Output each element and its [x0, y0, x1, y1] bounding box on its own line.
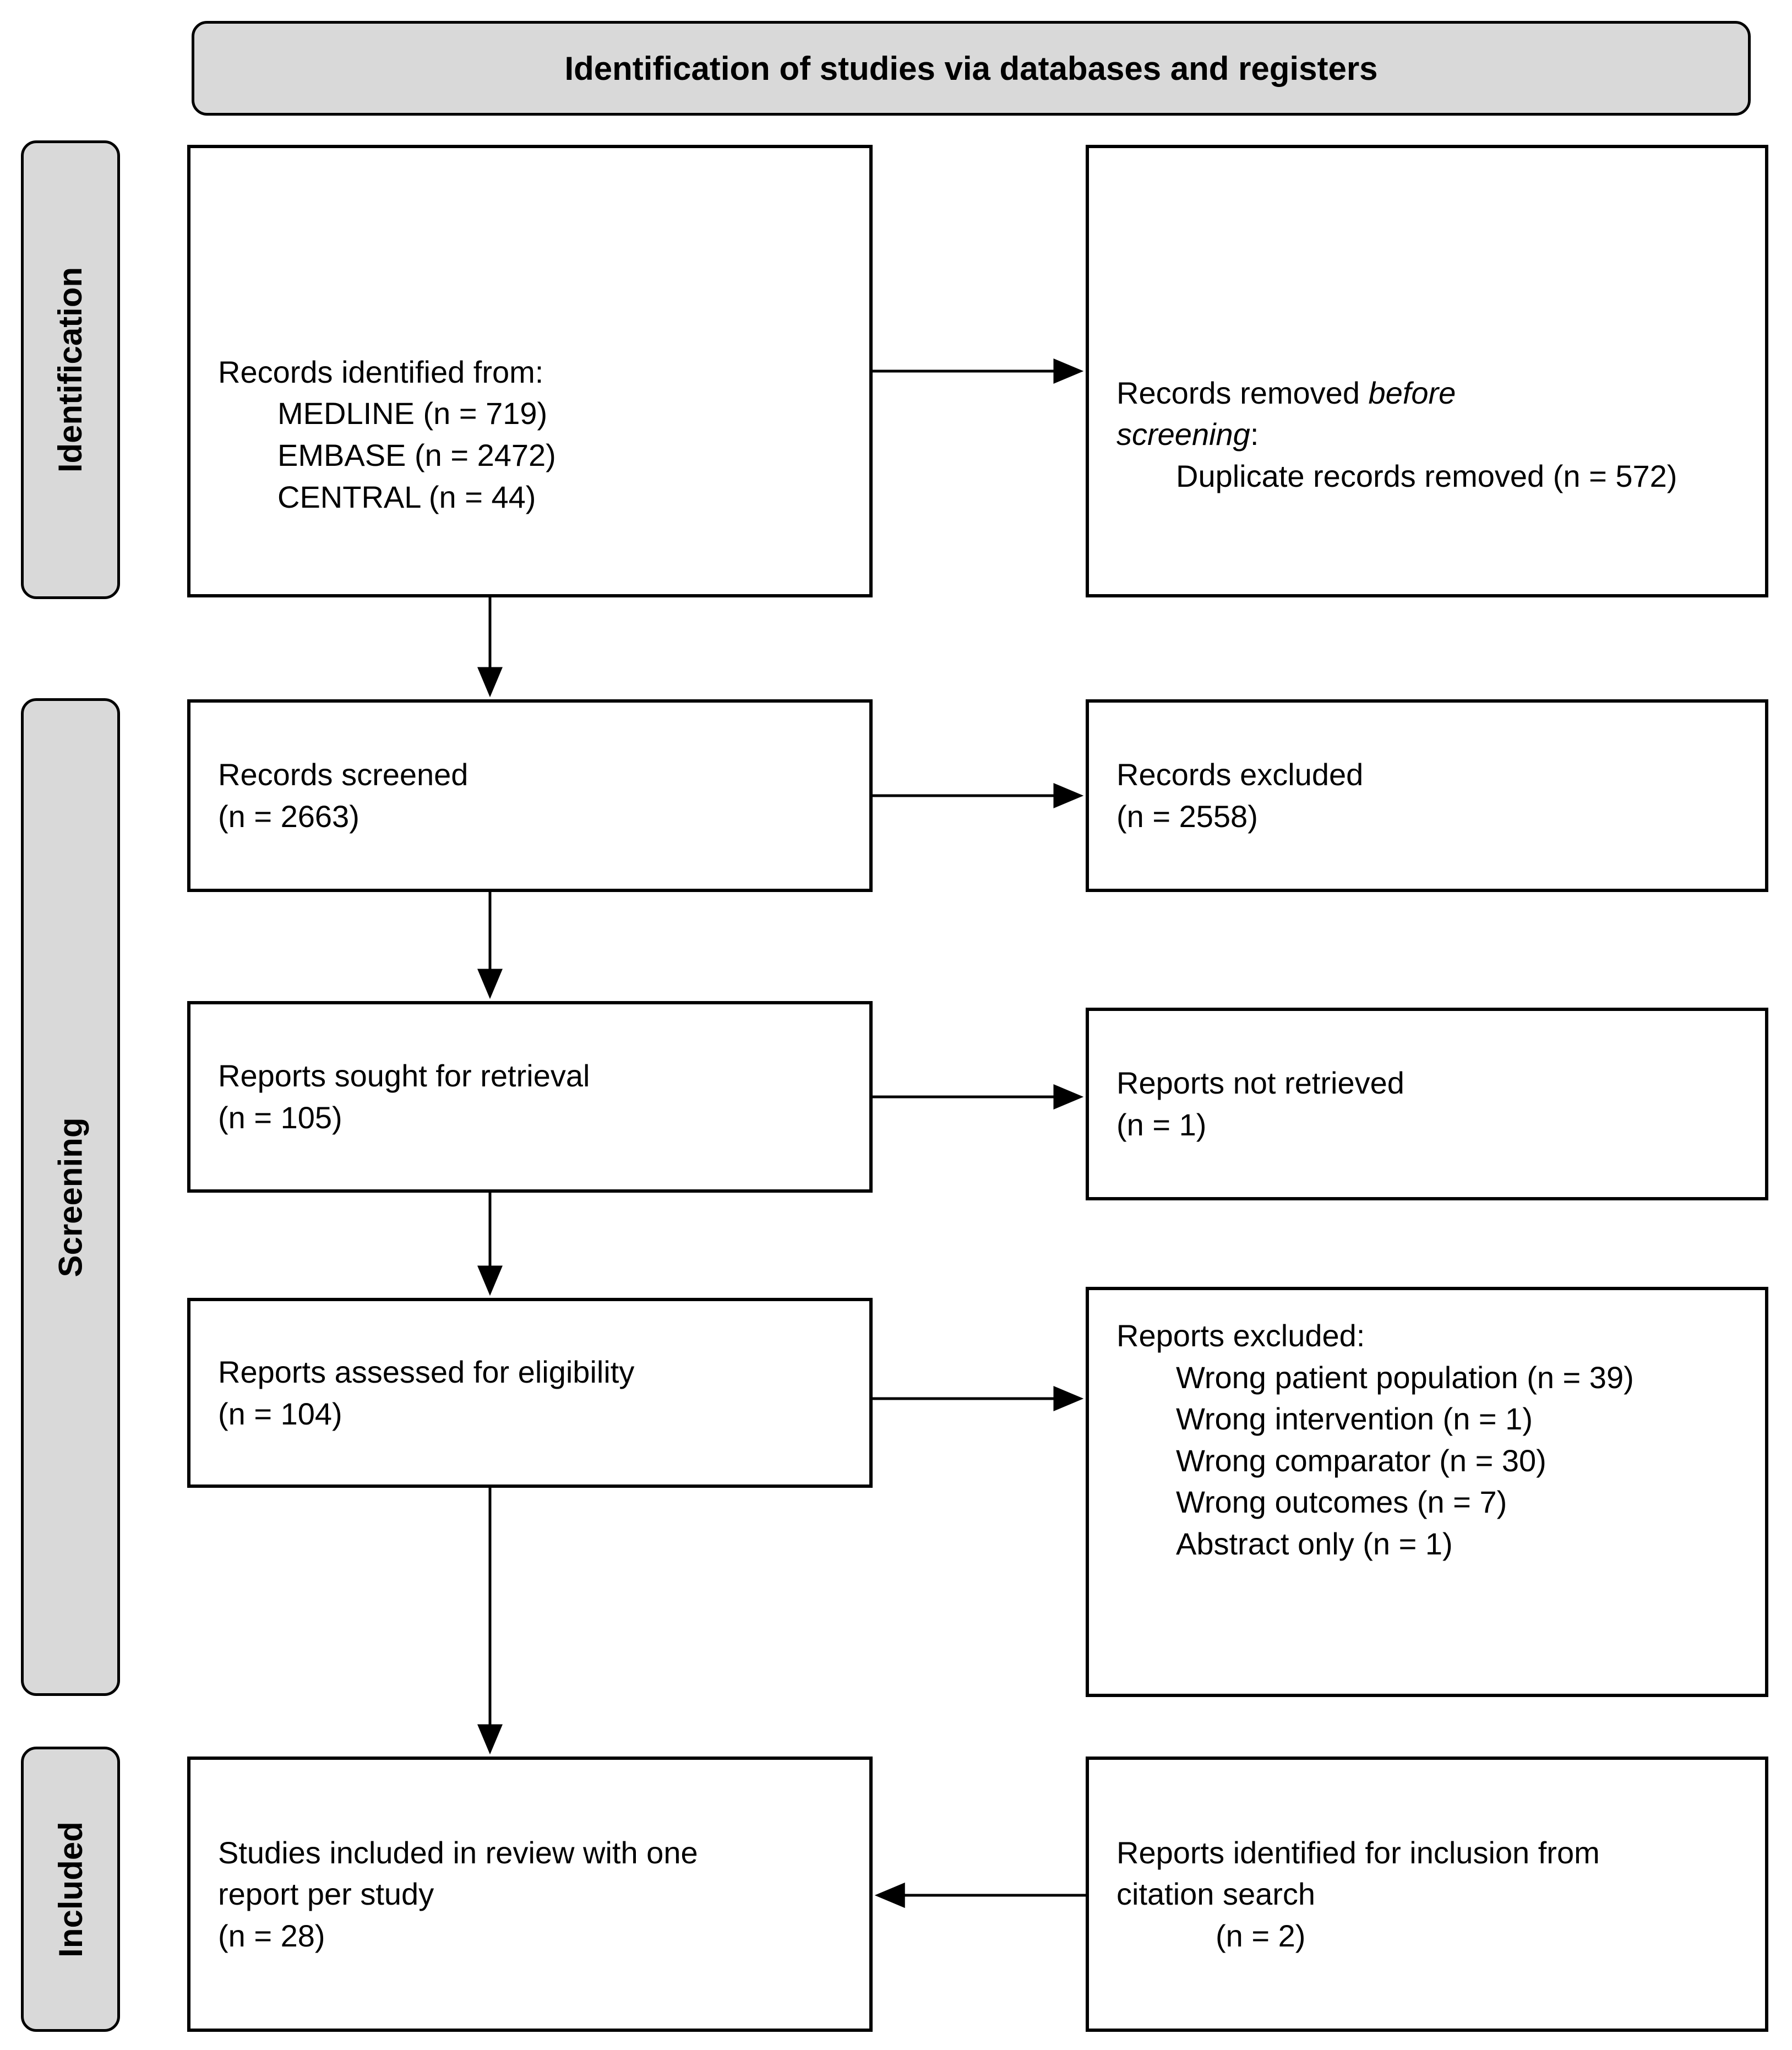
reports-excluded-item-population: Wrong patient population (n = 39) — [1176, 1360, 1634, 1395]
records-removed-heading-suffix: : — [1250, 417, 1259, 452]
reports-sought-text: Reports sought for retrieval — [218, 1058, 590, 1094]
records-excluded-count: (n = 2558) — [1116, 799, 1258, 834]
box-records-removed — [1086, 145, 1768, 597]
box-reports-excluded — [1086, 1287, 1768, 1697]
records-screened-count: (n = 2663) — [218, 799, 360, 834]
stage-label-included-text: Included — [52, 1821, 89, 1957]
records-screened-text: Records screened — [218, 757, 469, 792]
records-identified-item-embase: EMBASE (n = 2472) — [277, 438, 556, 472]
stage-label-included — [21, 1747, 120, 2032]
box-studies-included — [187, 1757, 873, 2032]
reports-excluded-item-abstract: Abstract only (n = 1) — [1176, 1526, 1453, 1561]
diagram-title — [192, 21, 1751, 116]
studies-included-count: (n = 28) — [218, 1918, 325, 1953]
box-reports-assessed — [187, 1298, 873, 1488]
reports-assessed-text: Reports assessed for eligibility — [218, 1354, 635, 1389]
records-identified-item-central: CENTRAL (n = 44) — [277, 479, 536, 514]
reports-not-retrieved-count: (n = 1) — [1116, 1107, 1207, 1142]
box-records-screened — [187, 699, 873, 892]
reports-not-retrieved-text: Reports not retrieved — [1116, 1065, 1404, 1101]
records-identified-item-medline: MEDLINE (n = 719) — [277, 396, 548, 431]
records-removed-item-duplicates: Duplicate records removed (n = 572) — [1176, 458, 1677, 493]
stage-label-screening-text: Screening — [52, 1117, 89, 1277]
records-removed-heading-emphasis: before screening — [1116, 375, 1456, 452]
reports-assessed-count: (n = 104) — [218, 1396, 342, 1431]
citation-search-count: (n = 2) — [1216, 1918, 1306, 1953]
reports-sought-count: (n = 105) — [218, 1100, 342, 1135]
reports-excluded-item-intervention: Wrong intervention (n = 1) — [1176, 1401, 1533, 1437]
records-excluded-text: Records excluded — [1116, 757, 1364, 792]
records-removed-heading — [1116, 372, 1502, 455]
box-reports-sought — [187, 1001, 873, 1193]
box-citation-search — [1086, 1757, 1768, 2032]
records-removed-heading-prefix: Records removed — [1116, 375, 1369, 410]
records-identified-heading: Records identified from: — [218, 354, 544, 389]
box-records-identified — [187, 145, 873, 597]
box-reports-not-retrieved — [1086, 1008, 1768, 1200]
stage-label-identification-text: Identification — [52, 267, 89, 473]
reports-excluded-heading: Reports excluded: — [1116, 1318, 1365, 1353]
reports-excluded-item-comparator: Wrong comparator (n = 30) — [1176, 1443, 1546, 1478]
stage-label-identification — [21, 140, 120, 599]
reports-excluded-item-outcomes: Wrong outcomes (n = 7) — [1176, 1485, 1507, 1520]
stage-label-screening — [21, 698, 120, 1696]
studies-included-text: Studies included in review with one report per study — [218, 1835, 698, 1912]
box-records-excluded — [1086, 699, 1768, 892]
citation-search-text: Reports identified for inclusion from citation search — [1116, 1835, 1600, 1912]
diagram-title-text: Identification of studies via databases and registers — [564, 50, 1378, 87]
